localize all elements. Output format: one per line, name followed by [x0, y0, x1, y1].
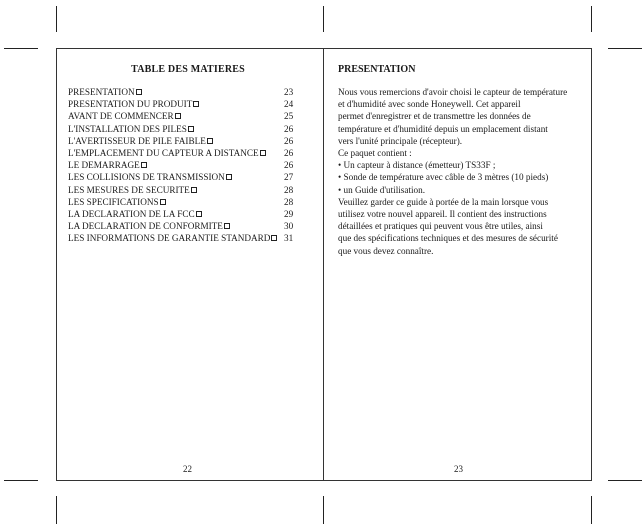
toc-entry-label: [68, 220, 230, 232]
body-line: Nous vous remercions d'avoir choisi le capteur de température: [338, 87, 568, 97]
toc-entry-text: PRESENTATION DU PRODUIT: [68, 99, 193, 110]
missing-glyph-box-icon: [175, 113, 181, 119]
toc-entry-text: LA DECLARATION DE CONFORMITE: [68, 221, 223, 232]
toc-entry-page: 26: [284, 135, 294, 146]
left-page: [68, 48, 308, 481]
body-line: Veuillez garder ce guide à portée de la main lorsque vous: [338, 196, 549, 207]
crop-mark: [56, 6, 57, 32]
body-line: permet d'enregistrer et de transmettre les données de: [338, 111, 531, 122]
toc-entry: [68, 135, 308, 147]
toc-entry-page: 28: [284, 196, 294, 207]
toc-entry-page: 24: [284, 99, 294, 110]
body-line: vers l'unité principale (récepteur).: [338, 135, 463, 146]
missing-glyph-box-icon: [271, 235, 277, 241]
crop-mark: [591, 6, 592, 32]
missing-glyph-box-icon: [226, 174, 232, 180]
body-line: et d'humidité avec sonde Honeywell. Cet appareil: [338, 99, 521, 110]
toc-entry-text: AVANT DE COMMENCER: [68, 111, 174, 122]
toc-entry: [68, 220, 308, 232]
toc-entry-label: [68, 208, 202, 220]
missing-glyph-box-icon: [136, 89, 142, 95]
missing-glyph-box-icon: [141, 162, 147, 168]
crop-mark: [591, 496, 592, 524]
toc-entry-text: LES SPECIFICATIONS: [68, 196, 159, 207]
toc-entry-page: 23: [284, 87, 294, 97]
right-page: [338, 48, 584, 481]
body-line: • Un capteur à distance (émetteur) TS33F ;: [338, 160, 496, 171]
body-line: Ce paquet contient :: [338, 148, 412, 159]
page-divider: [323, 48, 324, 481]
missing-glyph-box-icon: [207, 138, 213, 144]
missing-glyph-box-icon: [196, 211, 202, 217]
toc-entry-text: PRESENTATION: [68, 87, 135, 97]
body-line: • Sonde de température avec câble de 3 mètres (10 pieds): [338, 172, 549, 183]
toc-entry-page: 26: [284, 147, 294, 158]
missing-glyph-box-icon: [260, 150, 266, 156]
toc-entry: [68, 123, 308, 135]
crop-mark: [608, 480, 642, 481]
toc-entry-text: L'INSTALLATION DES PILES: [68, 123, 187, 134]
toc-entry-page: 26: [284, 123, 294, 134]
toc-entry-label: [68, 159, 147, 171]
toc-entry-page: 28: [284, 184, 294, 195]
toc-entry-label: [68, 110, 181, 122]
toc-entry-text: LES INFORMATIONS DE GARANTIE STANDARD: [68, 233, 271, 244]
body-line: détaillées et pratiques qui peuvent vous être utiles, ainsi: [338, 221, 543, 232]
toc-entry-label: [68, 123, 194, 135]
page-number: 22: [183, 464, 192, 474]
crop-mark: [323, 496, 324, 524]
crop-mark: [4, 48, 38, 49]
toc-list: [68, 86, 308, 244]
toc-title: TABLE DES MATIERES: [131, 64, 245, 75]
body-line: utilisez votre nouvel appareil. Il contient des instructions: [338, 209, 547, 220]
toc-entry-text: L'AVERTISSEUR DE PILE FAIBLE: [68, 135, 206, 146]
toc-entry: [68, 196, 308, 208]
toc-entry-label: [68, 184, 197, 196]
toc-entry: [68, 171, 308, 183]
toc-entry-label: [68, 98, 199, 110]
toc-entry-label: [68, 86, 142, 98]
toc-entry: [68, 232, 308, 244]
toc-entry-label: [68, 171, 232, 183]
toc-entry-page: 29: [284, 208, 294, 219]
body-line: que vous devez connaître.: [338, 245, 434, 256]
crop-mark: [56, 496, 57, 524]
body-line: température et d'humidité depuis un emplacement distant: [338, 123, 548, 134]
toc-entry-page: 31: [284, 233, 294, 244]
toc-entry-page: 26: [284, 160, 294, 171]
toc-entry: [68, 184, 308, 196]
toc-entry-label: [68, 232, 277, 244]
toc-entry-label: [68, 135, 213, 147]
missing-glyph-box-icon: [191, 187, 197, 193]
toc-entry-text: LES COLLISIONS DE TRANSMISSION: [68, 172, 225, 183]
toc-entry-page: 27: [284, 172, 294, 183]
missing-glyph-box-icon: [160, 199, 166, 205]
body-text: [338, 86, 584, 257]
toc-entry: [68, 208, 308, 220]
crop-mark: [323, 6, 324, 32]
toc-entry: [68, 98, 308, 110]
toc-entry-text: LE DEMARRAGE: [68, 160, 140, 171]
toc-entry: [68, 147, 308, 159]
crop-mark: [4, 480, 38, 481]
body-line: que des spécifications techniques et des mesures de sécurité: [338, 233, 558, 244]
toc-entry-label: [68, 196, 166, 208]
body-line: • un Guide d'utilisation.: [338, 184, 426, 195]
crop-mark: [608, 48, 642, 49]
missing-glyph-box-icon: [193, 101, 199, 107]
toc-entry-label: [68, 147, 266, 159]
toc-entry-text: LES MESURES DE SECURITE: [68, 184, 190, 195]
toc-entry: [68, 110, 308, 122]
section-title: PRESENTATION: [338, 64, 416, 75]
toc-entry-page: 30: [284, 221, 294, 232]
missing-glyph-box-icon: [188, 126, 194, 132]
toc-entry-text: L'EMPLACEMENT DU CAPTEUR A DISTANCE: [68, 147, 259, 158]
missing-glyph-box-icon: [224, 223, 230, 229]
toc-entry: [68, 159, 308, 171]
toc-entry: [68, 86, 308, 98]
toc-entry-text: LA DECLARATION DE LA FCC: [68, 208, 195, 219]
page-number: 23: [454, 464, 463, 474]
toc-entry-page: 25: [284, 111, 294, 122]
